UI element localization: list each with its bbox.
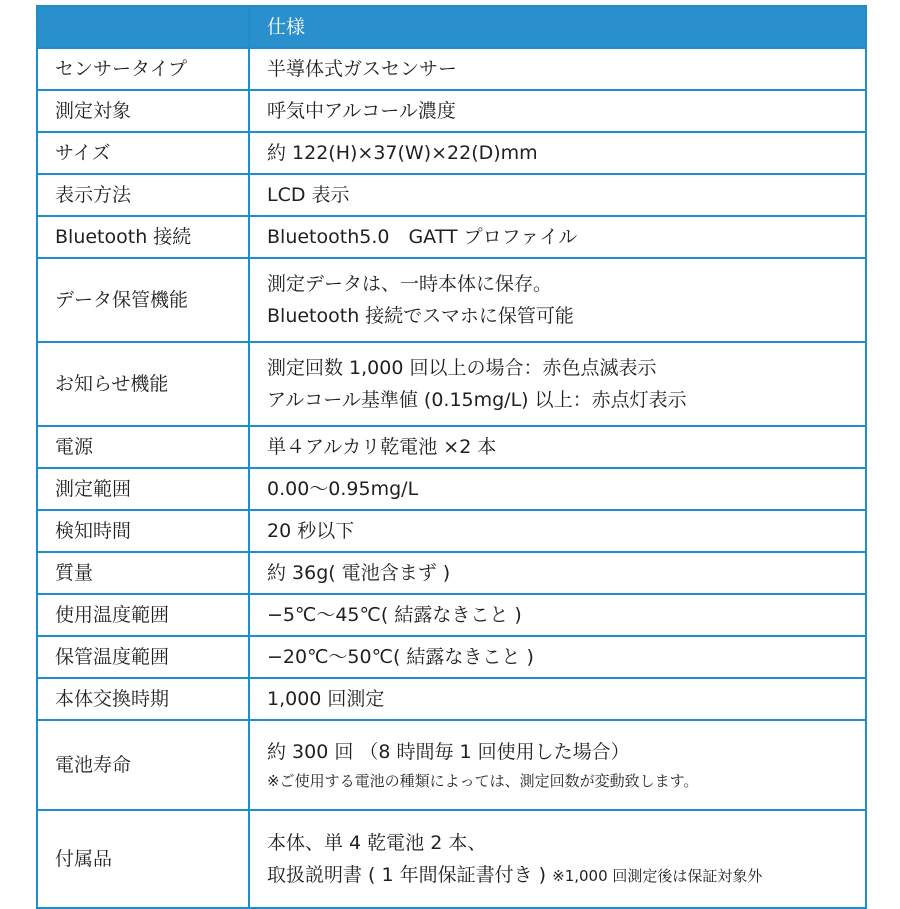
table-row [37,216,866,258]
row-label: 測定対象 [37,90,249,132]
row-label: 使用温度範囲 [37,594,249,636]
row-label: 質量 [37,552,249,594]
row-value: −20℃～50℃( 結露なきこと ) [249,636,866,678]
row-value: 測定回数 1,000 回以上の場合：赤色点滅表示 アルコール基準値 (0.15mg/L) 以上：赤点灯表示 [249,342,866,426]
row-value: 0.00～0.95mg/L [249,468,866,510]
row-value: 20 秒以下 [249,510,866,552]
row-label: サイズ [37,132,249,174]
row-value: 本体、単 4 乾電池 2 本、 取扱説明書 ( 1 年間保証書付き ) ※1,000 回測定後は保証対象外 [249,810,866,908]
row-value: 約 122(H)×37(W)×22(D)mm [249,132,866,174]
row-value: 半導体式ガスセンサー [249,48,866,90]
row-value: 約 300 回 （8 時間毎 1 回使用した場合） ※ご使用する電池の種類によっては、測定回数が変動致します。 [249,720,866,810]
table-row [37,90,866,132]
row-label: 測定範囲 [37,468,249,510]
row-value: Bluetooth5.0 GATT プロファイル [249,216,866,258]
table-row [37,132,866,174]
row-value: −5℃～45℃( 結露なきこと ) [249,594,866,636]
table-row [37,174,866,216]
row-note: ※1,000 回測定後は保証対象外 [552,866,763,885]
table-row [37,636,866,678]
row-value: 単４アルカリ乾電池 ×2 本 [249,426,866,468]
row-label: 検知時間 [37,510,249,552]
row-value: 呼気中アルコール濃度 [249,90,866,132]
row-label: Bluetooth 接続 [37,216,249,258]
table-row [37,810,866,908]
row-value: 測定データは、一時本体に保存。 Bluetooth 接続でスマホに保管可能 [249,258,866,342]
row-label: 表示方法 [37,174,249,216]
row-label: 電源 [37,426,249,468]
table-row [37,594,866,636]
table-row [37,342,866,426]
row-label: 付属品 [37,810,249,908]
row-label: お知らせ機能 [37,342,249,426]
row-label: データ保管機能 [37,258,249,342]
header-spec-cell: 仕様 [249,6,866,48]
row-label: 保管温度範囲 [37,636,249,678]
table-row [37,720,866,810]
table-row [37,468,866,510]
table-row [37,426,866,468]
row-label: 本体交換時期 [37,678,249,720]
header-row [37,6,866,48]
table-row [37,48,866,90]
table-row [37,552,866,594]
table-row [37,258,866,342]
table-row [37,678,866,720]
row-value: 約 36g( 電池含まず ) [249,552,866,594]
row-note: ※ご使用する電池の種類によっては、測定回数が変動致します。 [267,772,699,790]
table-row [37,510,866,552]
row-label: センサータイプ [37,48,249,90]
header-label-cell [37,6,249,48]
spec-table [36,5,867,909]
row-value: LCD 表示 [249,174,866,216]
row-label: 電池寿命 [37,720,249,810]
row-value: 1,000 回測定 [249,678,866,720]
